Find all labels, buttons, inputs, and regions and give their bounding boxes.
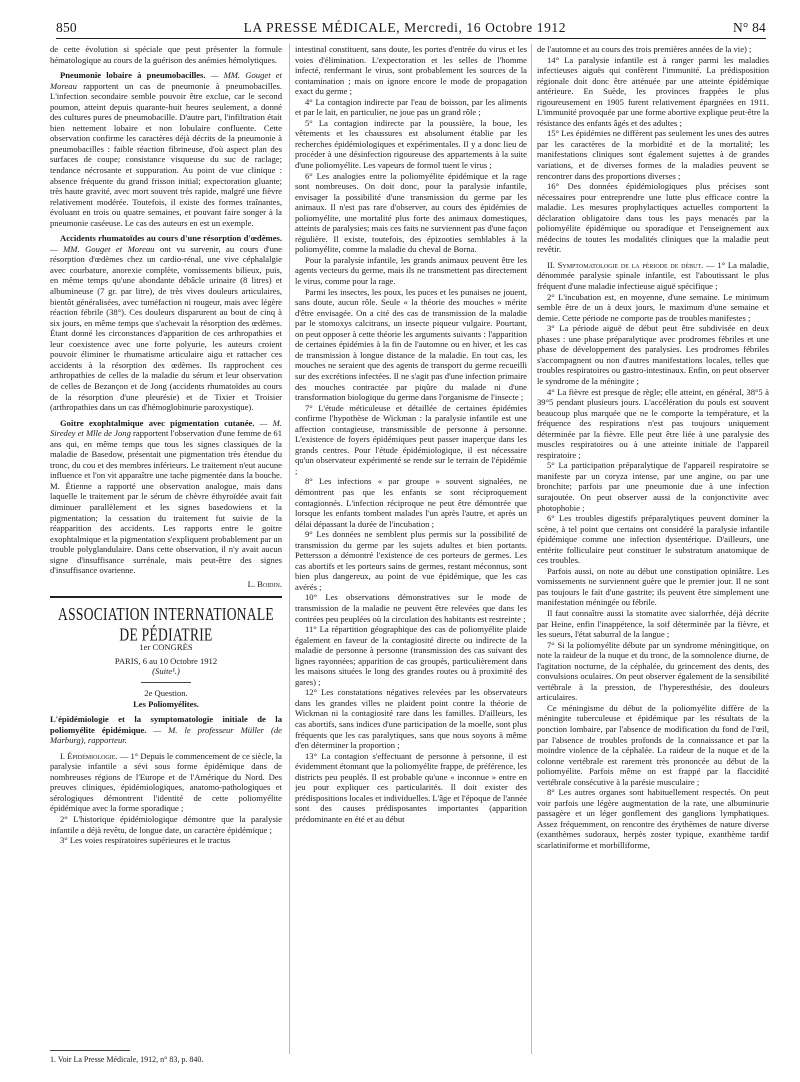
signature: L. Boidin. <box>247 578 282 589</box>
paragraph: 5° La participation préparalytique de l'appareil respiratoire se manifeste par un coryza intense, par une angine, ou par une bronchite; parfois par une pneumonie due à une infection surajoutée. On peut observer aussi de la conjonctivite avec photophobie ; <box>537 460 769 513</box>
paragraph: 10° Les observations démonstratives sur le mode de transmission de la maladie ne peuvent être relevées que dans les contrées peu peuplées où la circulation des habitants est restreinte ; <box>295 592 527 624</box>
congress-dates: PARIS, 6 au 10 Octobre 1912 <box>114 655 218 666</box>
article-accidents <box>50 233 282 412</box>
paragraph: 2° L'incubation est, en moyenne, d'une semaine. Le minimum semble être de un à deux jours, le maximum d'une semaine et demie. Cette période ne comporte pas de troubles manifestes ; <box>537 291 769 323</box>
paragraph: Parfois aussi, on note au début une constipation opiniâtre. Les vomissements ne surviennent guère que le premier jour. Il ne sont pas toujours le fait d'une gastrite; ils peuvent être simplement une manifestation méningée ou fébrile. <box>537 565 769 608</box>
paragraph: 3° Les voies respiratoires supérieures et le tractus <box>60 835 231 846</box>
article-title: Pneumonie lobaire à pneumobacilles. <box>60 70 206 81</box>
paragraph: 3° La période aiguë de début peut être subdivisée en deux phases : une phase préparalytique avec prodromes fébriles et une phase de développement des paralysies. Les prodromes fébriles s'accompagnent ou non d'autres manifestations locales, telles que troubles respiratoires ou gastro-intestinaux. Enfin, on peut observer le syndrome de la méningite ; <box>537 323 769 386</box>
paragraph: 8° Les autres organes sont habituellement respectés. On peut voir parfois une légère augmentation de la rate, une albuminurie passagère et un léger gonflement des ganglions lymphatiques. Assez fréquemment, on rencontre des érythèmes de nature diverse (exanthèmes sudoraux, herpès zoster typique, exanthème tardif scarlatiniforme et morbilliforme, <box>537 787 769 851</box>
section-rule <box>50 596 282 598</box>
paragraph: Pour la paralysie infantile, les grands animaux peuvent être les agents vecteurs du germe, mais ils ne transmettent pas directement le virus, comme pour la rage. <box>295 254 527 287</box>
paragraph <box>537 260 769 292</box>
paragraph: 11° La répartition géographique des cas de poliomyélite plaide également en faveur de la contagiosité directe ou indirecte de la maladie de personne à personne (transmission des cas suivant des lignes rayonnées; apparition de cas groupés, particulièrement dans les maisons situées le long des grandes routes ou à proximité des gares) ; <box>295 624 527 687</box>
paragraph: 13° La contagion s'effectuant de personne à personne, il est évidemment étonnant que la poliomyélite frappe, de préférence, les districts peu peuplés. Il est probable qu'une « inconnue » entre en jeu pour expliquer ces particularités. Il doit exister des prédispositions locales et individuelles. L'âge et l'époque de l'année sont des causes prédisposantes importantes (apparition prédominante en été et au début <box>295 750 527 824</box>
article-title: Accidents rhumatoïdes au cours d'une résorption d'œdèmes. <box>60 233 282 244</box>
column-middle <box>295 44 527 1044</box>
paragraph: 7° Si la poliomyélite débute par un syndrome méningitique, on note la raideur de la nuque et du tronc, de la somnolence diurne, de l'agitation nocturne, de la céphalée, du grincement des dents, des convulsions oculaires. On peut observer également de la sensibilité vertébrale à la pression, de l'hyperesthésie, des douleurs articulaires. <box>537 639 769 703</box>
section-title: ASSOCIATION INTERNATIONALE DE PÉDIATRIE <box>58 604 274 645</box>
paragraph: 15° Les épidémies ne diffèrent pas seulement les unes des autres par les caractères de la morbidité et de la mortalité; les manifestations cliniques sont également sujettes à de grandes variations, et de diverses formes de la maladies peuvent se rencontrer dans des proportions diverses ; <box>537 128 769 181</box>
paragraph <box>50 751 282 814</box>
footnote <box>50 1050 282 1065</box>
running-header <box>56 10 766 36</box>
subsection-heading: I. Épidémiologie. <box>60 750 118 761</box>
journal-title: LA PRESSE MÉDICALE, Mercredi, 16 Octobre 1912 <box>243 20 567 35</box>
paragraph: 7° L'étude méticuleuse et détaillée de certaines épidémies confirme l'hypothèse de Wickman : la paralysie infantile est une affection contagieuse, transmissible de personne à personne. L'existence de foyers épidémiques peut passer inaperçue dans les grands centres. Pour l'étude épidémiologique, il est nécessaire qu'un observateur expérimenté se rende sur le terrain de l'épidémie ; <box>295 402 527 476</box>
paragraph: 14° La paralysie infantile est à ranger parmi les maladies infectieuses aiguës qui confèrent l'immunité. La prédisposition régionale doit donc être atténuée par une atteinte épidémique antérieure. En Suède, les provinces frappées le plus rigoureusement en 1905 furent relativement épargnées en 1911. L'immunité provoquée par une forme abortive explique peut-être la résistance des enfants âgés et des adultes ; <box>537 54 769 128</box>
continuation-note: (Suite¹.) <box>152 666 180 677</box>
article-authors: — MM. Gouget et Moreau <box>50 243 155 254</box>
small-rule <box>141 682 191 683</box>
article-text: rapportent l'observation d'une femme de 61 ans qui, en même temps que tous les signes classiques de la maladie de Basedow, présentait une pigmentation très étendue du tronc, du cou et des membres inférieurs. Le traitement n'eut aucune influence et l'on vit apparaître une tache pigmentée dans la bouche. M. Étienne a rapporté une observation analogue, mais dans laquelle le traitement par le sérum de chèvre éthyroïdée avait fait diminuer parallèlement et les signes basedowiens et la pigmentation; la cessation du traitement fut suivie de la réapparition des accidents. Les rapports entre le goitre exophtalmique et la pigmentation s'expliquent probablement par un trouble polyglandulaire. Dans cette observation, il n'y avait aucun signe d'insuffisance surrénale, mais peut-être des signes d'insuffisance ovarienne. <box>50 428 282 576</box>
report-authors: — M. le professeur Müller (de Marburg), rapporteur. <box>50 724 282 746</box>
article-authors: — M. Siredey et Mlle de Jong <box>50 417 282 439</box>
report-heading <box>50 714 282 746</box>
paragraph-text: — 1° Depuis le commencement de ce siècle, la paralysie infantile a sévi sous forme épidémique dans de nombreuses régions de l'Europe et de l'Amérique du Nord. Des preuves cliniques, épidémiologiques, anatomo-pathologiques et sérologiques démontrent l'identité de cette poliomyélite épidémique avec la forme sporadique ; <box>50 750 282 814</box>
paragraph: 9° Les données ne semblent plus permis sur la possibilité de transmission du germe par les sujets adultes et bien portants. Pettersson a démontré l'existence de ces porteurs de germes. Les cas abortifs et les porteurs sains de germes, restant méconnus, sont bien plus dangereux, au point de vue épidémique, que les cas avérés ; <box>295 529 527 592</box>
column-right <box>537 44 769 1044</box>
paragraph: Il faut connaître aussi la stomatite avec sialorrhée, déjà décrite par Heine, enfin l'inappétence, la soif déterminée par la fièvre, et les sueurs, l'état saburral de la langue ; <box>537 607 769 640</box>
report-title: L'épidémiologie et la symptomatologie initiale de la poliomyélite épidémique. <box>50 714 282 735</box>
paragraph: Parmi les insectes, les poux, les puces et les punaises ne jouent, sans doute, aucun rôle. Seule « la théorie des mouches » mérite d'être envisagée. On a cité des cas de transmission de la maladie par le stomoxys calcitrans, un insecte piqueur vulgaire. Pourtant, on peut opposer à cette théorie les arguments suivants : l'apparition de certaines épidémies à la fin de l'automne ou en hiver, et les cas de transmission à longue distance de la maladie. En tout cas, les mouches ne seraient que des agents de transport du germe recueilli sur des excrétions infectées. Il ne s'agit pas d'une infection primaire des mouches contractée par piqûre du malade ni d'une transformation biologique du germe dans l'organisme de l'insecte ; <box>295 286 527 403</box>
question-label: 2e Question. <box>144 687 188 698</box>
column-divider <box>531 44 532 1054</box>
issue-number: N° 84 <box>732 20 766 35</box>
paragraph: 16° Des données épidémiologiques plus précises sont nécessaires pour entreprendre une lutte plus efficace contre la maladie. Les mesures prophylactiques actuelles comportent la déclaration obligatoire dans tous les pays menacés par la poliomyélite épidémique ou sporadique et l'enseignement aux médecins de toutes les modalités cliniques que la maladie peut revêtir. <box>537 181 769 255</box>
footnote-rule <box>50 1050 130 1051</box>
paragraph: 8° Les infections « par groupe » souvent signalées, ne démontrent pas que les enfants se sont réciproquement contagionnés. L'infection réciproque ne peut être démontrée que lorsque les enfants tombent malades l'un après l'autre, et après un délai dépassant la durée de l'incubation ; <box>295 476 527 529</box>
footnote-text: 1. Voir La Presse Médicale, 1912, n° 83, p. 840. <box>50 1055 204 1064</box>
header-rule <box>56 38 766 39</box>
paragraph: Ce méningisme du début de la poliomyélite diffère de la méningite tuberculeuse et épidémique par les résultats de la ponction lombaire, par l'absence de modification du fond de l'œil, par l'absence de troubles profonds de la connaissance et par la moindre violence de la céphalée. La raideur de la nuque et de la colonne vertébrale est rarement très prononcée au début de la poliomyélite. Parfois même on est frappé par la flaccidité vertébrale consécutive à la parésie musculaire ; <box>537 702 769 787</box>
paragraph-text: — 1° La maladie, dénommée paralysie spinale infantile, est l'aboutissant le plus fréquent d'une maladie infectieuse aiguë spécifique ; <box>537 259 769 292</box>
congress-label: 1er CONGRÈS <box>139 642 193 653</box>
paragraph: 4° La fièvre est presque de règle; elle atteint, en général, 38°5 à 39°5 pendant plusieurs jours. L'accélération du pouls est souvent beaucoup plus marquée que ne le comporte la température, et la fréquence des respirations n'est pas toujours uniquement déterminée par la fièvre. Elle peut être liée à une paralysie des muscles respiratoires ou à une atteinte initiale de l'appareil respiratoire ; <box>537 386 769 460</box>
paragraph: de cette évolution si spéciale que peut présenter la formule hématologique au cours de la guérison des anémies hémolytiques. <box>50 44 282 65</box>
paragraph: 5° La contagion indirecte par la poussière, la boue, les vêtements et les chaussures est absolument établie par les recherches épidémiologiques et expérimentales. Il y a donc lieu de procéder à une désinfection rigoureuse des appartements à la suite d'une poliomyélite. Les vapeurs de formol tuent le virus ; <box>295 117 527 171</box>
column-divider <box>289 44 290 1054</box>
paragraph: 6° Les analogies entre la poliomyélite épidémique et la rage sont nombreuses. On doit donc, pour la paralysie infantile, envisager la possibilité d'une transmission du germe par les animaux. Il n'est pas rare d'observer, au cours des épidémies de poliomyélite, une mortalité plus forte des animaux domestiques, atteints de paralysies; mais ces faits ne surviennent pas d'une façon régulière. Il existe, toutefois, des épizooties semblables à la poliomyélite, comme la maladie du cheval de Borna. <box>295 170 527 255</box>
paragraph: intestinal constituent, sans doute, les portes d'entrée du virus et les voies d'élimination. L'expectoration et les selles de l'homme infecté, renfermant le virus, sont probablement les sources de la contamination ; mais on ignore encore le mode de propagation exact du germe ; <box>295 44 527 97</box>
paragraph: de l'automne et au cours des trois premières années de la vie) ; <box>537 44 752 54</box>
paragraph: 6° Les troubles digestifs préparalytiques peuvent dominer la scène, à tel point que certains ont considéré la paralysie infantile épidémique comme une infection dysentérique. D'ailleurs, une entérite folliculaire peut constituer le substratum anatomique de ces troubles. <box>537 513 769 566</box>
article-goitre <box>50 418 282 576</box>
paragraph: 4° La contagion indirecte par l'eau de boisson, par les aliments et par le lait, en particulier, ne joue pas un grand rôle ; <box>295 96 527 118</box>
article-title: Goitre exophtalmique avec pigmentation cutanée. <box>60 417 255 428</box>
paragraph: 2° L'historique épidémiologique démontre que la paralysie infantile a déjà revêtu, de longue date, un caractère épidémique ; <box>50 814 282 835</box>
article-text: rapportent un cas de pneumonie à pneumobacilles. L'infection secondaire semble pouvoir être exclue, car le second poumon, atteint depuis quarante-huit heures seulement, a donné des cultures pures de pneumobacille. D'autre part, l'infiltration était bien nettement lobaire et non lobulaire confluente. Cette observation confirme les caractères déjà décrits de la pneumonie à pneumobacilles : faible réaction fibrineuse, d'où aspect plan des surfaces de coupe; consistance visqueuse du suc de raclage; tendance nécrosante et suppuration. Au point de vue clinique : absence fréquente du grand frisson initial; expectoration gluante; très haute gravité, avec mort souvent très rapide, malgré une fièvre relativement modérée. Toutefois, il existe des formes traînantes, évoluant en trois ou quatre semaines, et pouvant faire songer à la pneumonie caséeuse. Le cas des auteurs en est un exemple. <box>50 80 282 228</box>
subsection-heading: II. Symptomatologie de la période de début. <box>547 259 704 270</box>
article-authors: — MM. Gouget et Moreau <box>50 70 282 91</box>
question-topic: Les Poliomyélites. <box>133 698 199 709</box>
article-pneumonie <box>50 70 282 228</box>
article-text: ont vu survenir, au cours d'une résorption d'œdèmes chez un cardio-rénal, une vive céphalalgie avec courbature, anorexie complète, vomissements bilieux, puis, en même temps qu'une abondante débâcle urinaire (8 litres) et albumineuse (7 gr. par litre), de très vives douleurs articulaires, bientôt généralisées, avec tuméfaction ni rougeur, mais avec légère réaction fébrile (38°). Ces douleurs disparurent au bout de cinq à six jours, en même temps que s'achevait la résorption des œdèmes. Étant donné les circonstances d'apparition de ces arthropathies et leur coexistence avec une forte polyurie, les auteurs croient pouvoir éliminer le rhumatisme articulaire aigu et rattacher ces accidents à la résorption des œdèmes. Ils rapprochent ces arthropathies de celles de la maladie du sérum et leur observation de celles de Bezançon et de Jong (accidents rhumatoïdes au cours de la résorption d'une pleurésie) et de Tixier et Troisier (arthropathies dans un cas d'hémoglobinurie paroxystique). <box>50 243 282 413</box>
paragraph: 12° Les constatations négatives relevées par les observateurs dans les grandes villes ne plaident point contre la théorie de Wickman ni la contagiosité rare dans les familles. D'ailleurs, les cas abortifs, sans indices d'une participation de la moelle, sont plus fréquents que les cas paralytiques, sans que nous soyons à même d'en déterminer la proportion ; <box>295 687 527 751</box>
column-left <box>50 44 282 1044</box>
page-number: 850 <box>56 20 77 35</box>
